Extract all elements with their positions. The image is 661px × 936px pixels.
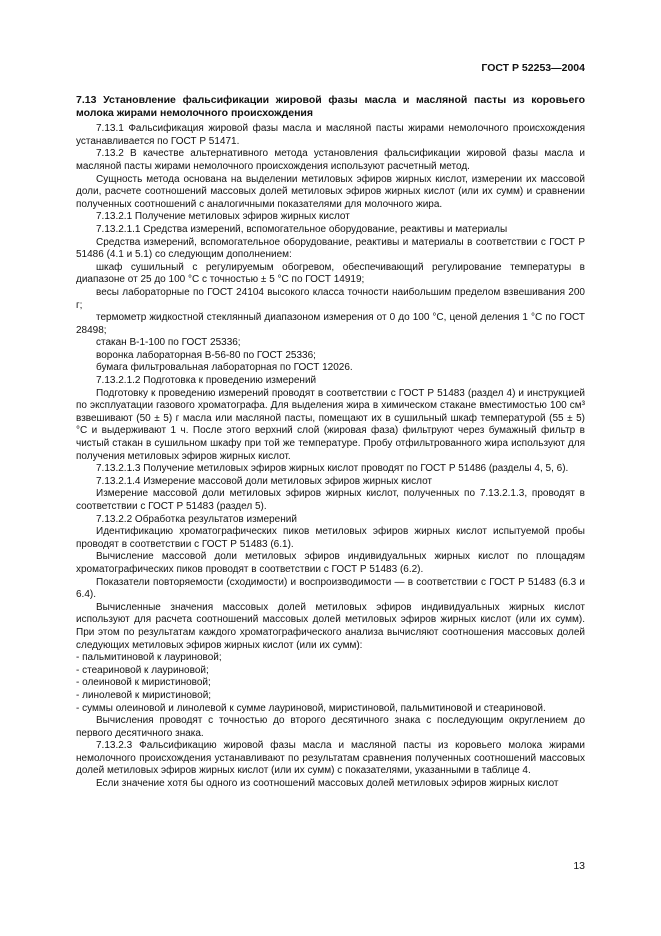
equipment-item: воронка лабораторная В-56-80 по ГОСТ 25336; — [96, 349, 316, 361]
paragraph: Измерение массовой доли метиловых эфиров жирных кислот, полученных по 7.13.2.1.3, проводят в соответствии с ГОСТ Р 51483 (раздел 5). — [76, 488, 585, 512]
equipment-item: шкаф сушильный с регулируемым обогревом, обеспечивающий регулирование температуры в диапазоне от 25 до 100 °C с точностью ± 5 °C по ГОСТ 14919; — [76, 261, 585, 286]
standard-header: ГОСТ Р 52253—2004 — [481, 62, 585, 74]
equipment-item: бумага фильтровальная лабораторная по ГОСТ 12026. — [96, 362, 353, 374]
paragraph: Если значение хотя бы одного из соотношений массовых долей метиловых эфиров жирных кислот — [96, 778, 559, 790]
paragraph: Идентификацию хроматографических пиков метиловых эфиров жирных кислот испытуемой пробы проводят в соответствии с ГОСТ Р 51483 (6.1). — [76, 526, 585, 550]
paragraph: Вычисление массовой доли метиловых эфиров индивидуальных жирных кислот по площадям хроматографических пиков проводят в соответствии с ГОСТ Р 51483 (6.2). — [76, 551, 585, 575]
list-item: - пальмитиновой к лауриновой; — [76, 652, 222, 664]
subsection-heading: 7.13.2.1.4 Измерение массовой доли метиловых эфиров жирных кислот — [96, 475, 432, 487]
section-title: 7.13 Установление фальсификации жировой фазы масла и масляной пасты из коровьего молока жирами немолочного происхождения — [76, 94, 585, 119]
list-item: - линолевой к миристиновой; — [76, 689, 212, 701]
subsection-heading: 7.13.2.1.2 Подготовка к проведению измерений — [96, 375, 317, 387]
equipment-item: весы лабораторные по ГОСТ 24104 высокого класса точности наибольшим пределом взвешивания 200 г; — [76, 286, 585, 311]
paragraph: 7.13.2 В качестве альтернативного метода установления фальсификации жировой фазы масла и масляной пасты жирами немолочного происхождения используют расчетный метод. — [76, 148, 585, 172]
subsection-heading: 7.13.2.1.1 Средства измерений, вспомогательное оборудование, реактивы и материалы — [96, 223, 508, 235]
list-item: - олеиновой к миристиновой; — [76, 677, 211, 689]
paragraph: Вычисленные значения массовых долей метиловых эфиров индивидуальных жирных кислот используют для расчета соотношений массовых долей метиловых эфиров жирных кислот (или их сумм). При этом по результатам каждого хроматографического анализа вычисляют соотношения массовых долей следующих метиловых эфиров жирных кислот (или их сумм): — [76, 601, 585, 651]
paragraph: Показатели повторяемости (сходимости) и воспроизводимости — в соответствии с ГОСТ Р 51483 (6.3 и 6.4). — [76, 576, 585, 601]
list-item: - стеариновой к лауриновой; — [76, 664, 209, 676]
paragraph: Средства измерений, вспомогательное оборудование, реактивы и материалы в соответствии с ГОСТ Р 51486 (4.1 и 5.1) со следующим дополнением: — [76, 236, 585, 261]
subsection-heading: 7.13.2.2 Обработка результатов измерений — [96, 513, 297, 525]
paragraph: Сущность метода основана на выделении метиловых эфиров жирных кислот, измерении их массовой доли, расчете соотношений массовых долей метиловых эфиров жирных кислот (или их сумм) и сравнении полученных соотношений с аналогичными показателями для молочного жира. — [76, 173, 585, 210]
equipment-item: термометр жидкостной стеклянный диапазоном измерения от 0 до 100 °C, ценой деления 1 °C по ГОСТ 28498; — [76, 312, 585, 336]
subsection-heading: 7.13.2.1 Получение метиловых эфиров жирных кислот — [96, 211, 350, 223]
paragraph: Вычисления проводят с точностью до второго десятичного знака с последующим округлением до первого десятичного знака. — [76, 715, 585, 739]
page-number: 13 — [573, 860, 585, 872]
paragraph: Подготовку к проведению измерений проводят в соответствии с ГОСТ Р 51483 (раздел 4) и инструкцией по эксплуатации газового хроматографа. Для выделения жира в химическом стакане вместимостью 100 см³ взвешивают (50 ± 5) г масла или масляной пасты, помещают их в сушильный шкаф температурой (55 ± 5) °C и выдерживают 1 ч. После этого верхний слой (жировая фаза) фильтруют через бумажный фильтр в чистый стакан в сушильном шкафу при той же температуре. Пробу отфильтрованного жира используют для получения метиловых эфиров жирных кислот. — [76, 387, 585, 462]
paragraph: 7.13.2.1.3 Получение метиловых эфиров жирных кислот проводят по ГОСТ Р 51486 (разделы 4, 5, 6). — [96, 463, 569, 475]
equipment-item: стакан В-1-100 по ГОСТ 25336; — [96, 337, 241, 349]
list-item: - суммы олеиновой и линолевой к сумме лауриновой, миристиновой, пальмитиновой и стеариновой. — [76, 702, 546, 714]
document-body — [76, 94, 585, 791]
paragraph: 7.13.2.3 Фальсификацию жировой фазы масла и масляной пасты из коровьего молока жирами немолочного происхождения устанавливают по результатам сравнения полученных соотношений массовых долей метиловых эфиров жирных кислот (или их сумм) с показателями, указанными в таблице 4. — [76, 740, 585, 777]
paragraph: 7.13.1 Фальсификация жировой фазы масла и масляной пасты жирами немолочного происхождения устанавливается по ГОСТ Р 51471. — [76, 123, 585, 147]
